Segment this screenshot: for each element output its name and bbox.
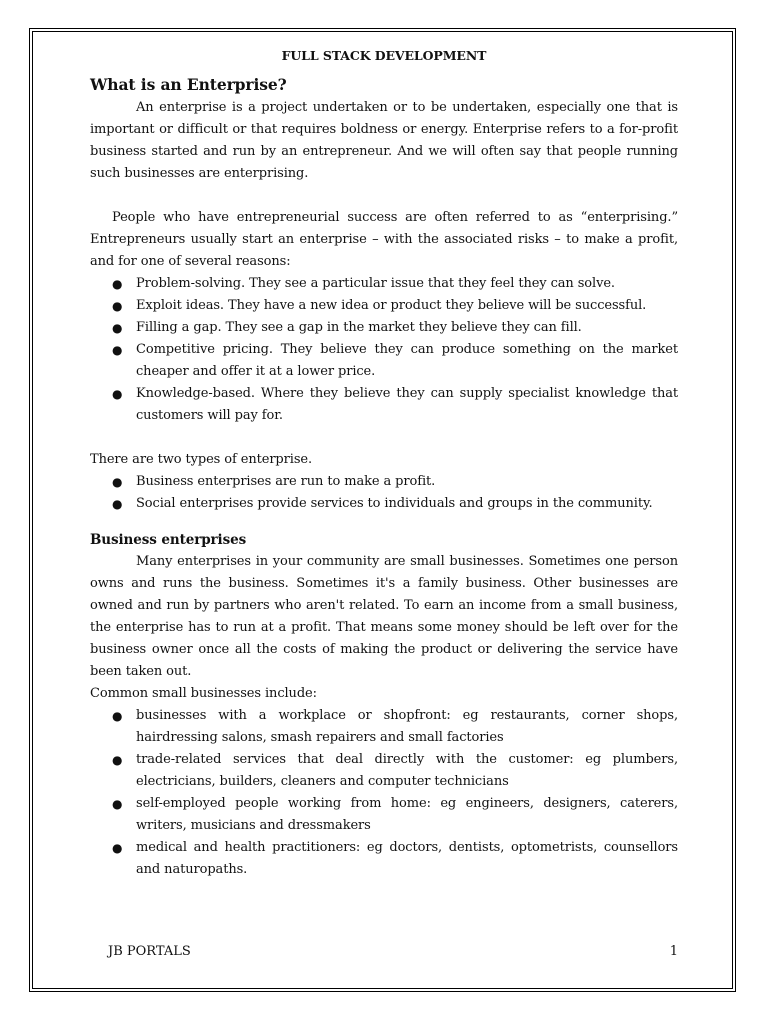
list-item-text: Knowledge-based. Where they believe they can supply specialist knowledge that customers will pay for.	[136, 386, 678, 423]
list-item	[90, 837, 678, 881]
list-item	[90, 273, 678, 295]
list-item-text: Filling a gap. They see a gap in the market they believe they can fill.	[136, 320, 582, 335]
bullet-icon: ●	[112, 797, 123, 811]
footer-page-number: 1	[669, 944, 678, 959]
list-item	[90, 383, 678, 427]
bullet-icon: ●	[112, 343, 123, 357]
bullet-icon: ●	[112, 387, 123, 401]
list-item	[90, 471, 678, 493]
list-item-text: trade-related services that deal directly with the customer: eg plumbers, electricians, builders, cleaners and computer technicians	[136, 752, 678, 789]
bullet-icon: ●	[112, 497, 123, 511]
bullet-icon: ●	[112, 277, 123, 291]
bullet-icon: ●	[112, 709, 123, 723]
section-heading-enterprise: What is an Enterprise?	[90, 75, 287, 94]
bullet-icon: ●	[112, 475, 123, 489]
types-list	[90, 471, 678, 515]
list-item	[90, 793, 678, 837]
list-item	[90, 295, 678, 317]
paragraph-small-businesses: Many enterprises in your community are small businesses. Sometimes one person owns and runs the business. Sometimes it's a family business. Other businesses are owned and run by partners who aren't related. To earn an income from a small business, the enterprise has to run at a profit. That means some money should be left over for the business owner once all the costs of making the product or delivering the service have been taken out.	[90, 554, 678, 679]
paragraph-enterprise-definition: An enterprise is a project undertaken or to be undertaken, especially one that is important or difficult or that requires boldness or energy. Enterprise refers to a for-profit business started and run by an entrepreneur. And we will often say that people running such businesses are enterprising.	[90, 100, 678, 181]
list-item	[90, 339, 678, 383]
spacer	[90, 185, 678, 207]
paragraph-entrepreneurs: People who have entrepreneurial success are often referred to as “enterprising.” Entrepreneurs usually start an enterprise – with the associated risks – to make a profit, and for one of several reasons:	[90, 210, 678, 269]
list-item-text: Competitive pricing. They believe they can produce something on the market cheaper and offer it at a lower price.	[136, 342, 678, 379]
list-item-text: Problem-solving. They see a particular issue that they feel they can solve.	[136, 276, 615, 291]
reasons-list	[90, 273, 678, 427]
small-business-list	[90, 705, 678, 881]
list-item-text: self-employed people working from home: eg engineers, designers, caterers, writers, musicians and dressmakers	[136, 796, 678, 833]
list-item-text: Exploit ideas. They have a new idea or product they believe will be successful.	[136, 298, 647, 313]
list-item	[90, 749, 678, 793]
bullet-icon: ●	[112, 321, 123, 335]
bullet-icon: ●	[112, 299, 123, 313]
list-item-text: medical and health practitioners: eg doctors, dentists, optometrists, counsellors and naturopaths.	[136, 840, 678, 877]
list-item-text: businesses with a workplace or shopfront: eg restaurants, corner shops, hairdressing salons, smash repairers and small factories	[136, 708, 678, 745]
spacer	[90, 427, 678, 449]
document-title: FULL STACK DEVELOPMENT	[281, 48, 487, 63]
footer-publisher: JB PORTALS	[108, 944, 191, 959]
paragraph-types-intro: There are two types of enterprise.	[90, 452, 313, 467]
bullet-icon: ●	[112, 753, 123, 767]
spacer	[90, 515, 678, 529]
section-heading-business-enterprises: Business enterprises	[90, 532, 247, 548]
list-item	[90, 317, 678, 339]
bullet-icon: ●	[112, 841, 123, 855]
list-item	[90, 493, 678, 515]
document-body	[90, 45, 678, 881]
list-item	[90, 705, 678, 749]
paragraph-list-intro: Common small businesses include:	[90, 686, 317, 701]
list-item-text: Business enterprises are run to make a profit.	[136, 474, 436, 489]
list-item-text: Social enterprises provide services to individuals and groups in the community.	[136, 496, 653, 511]
